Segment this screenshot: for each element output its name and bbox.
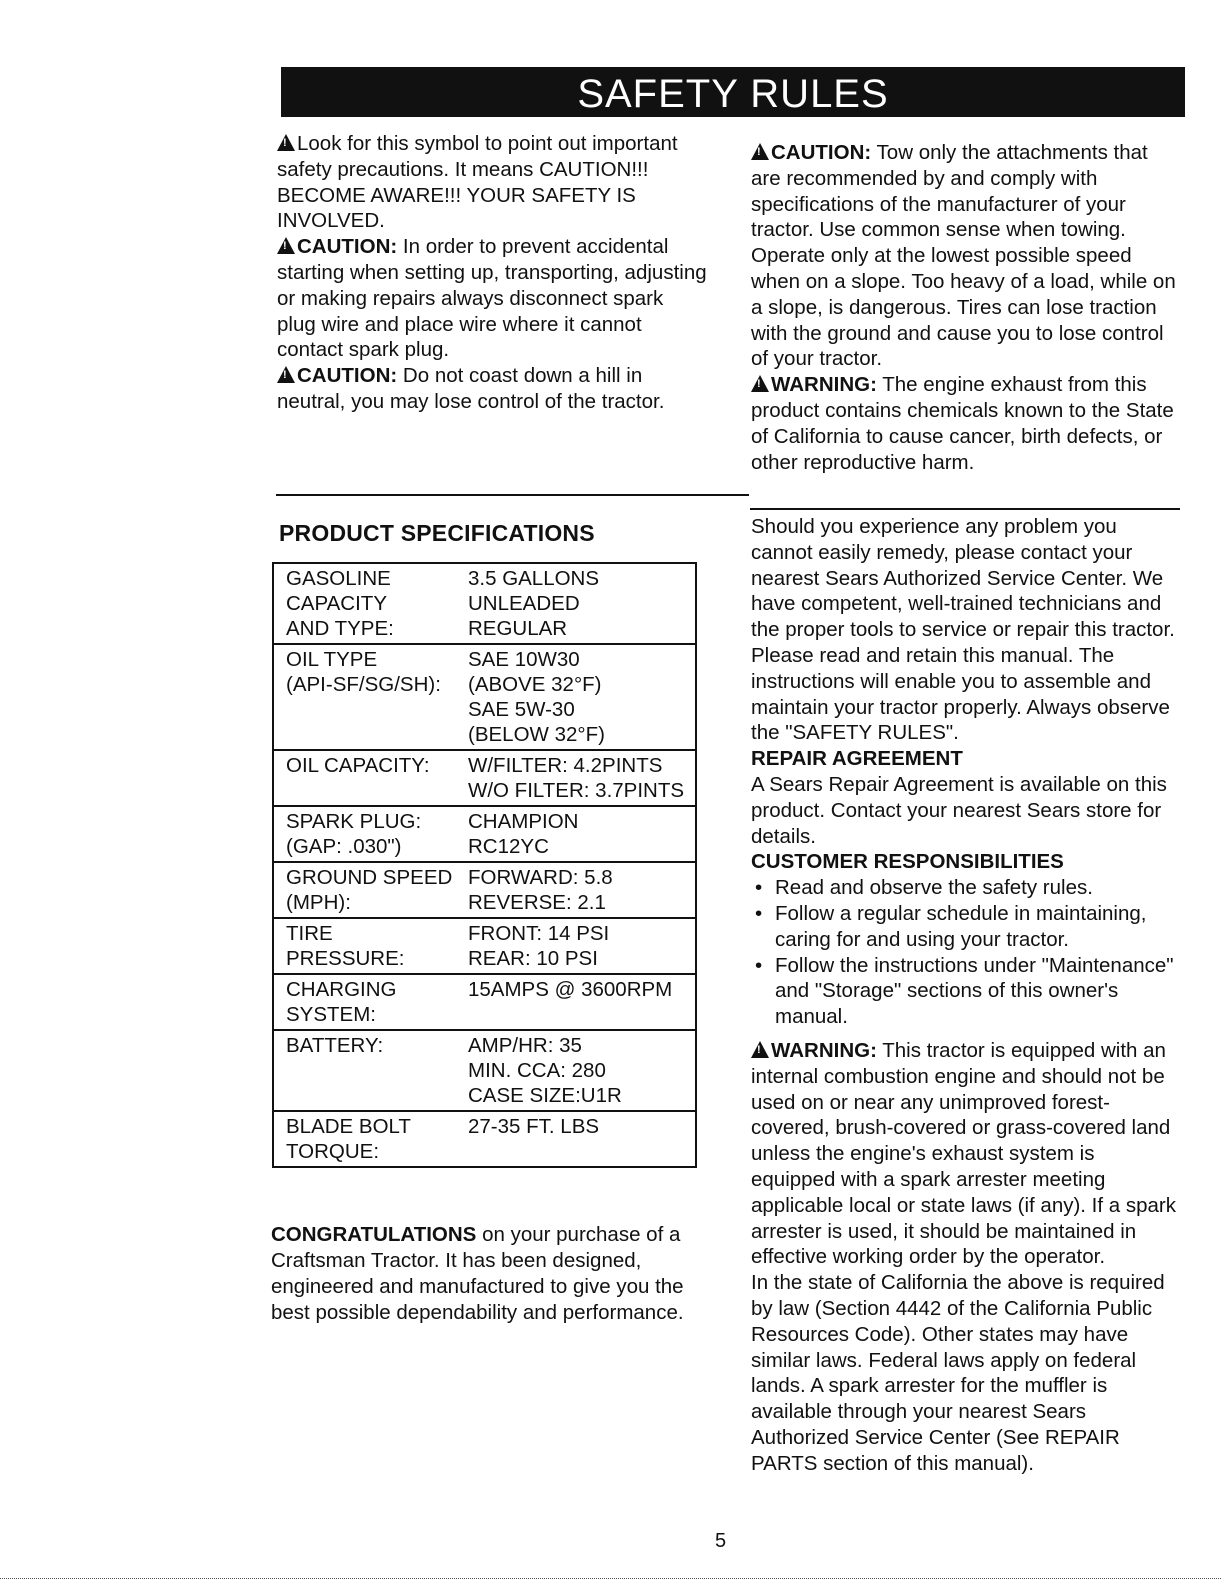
table-row [273,750,696,806]
product-specifications-table [272,562,697,1168]
service-paragraph: Should you experience any problem you cannot easily remedy, please contact your nearest Sears Authorized Service Center. We have competent, well-trained technicians and the proper tools to service or repair this tractor. [751,515,1175,642]
repair-agreement-heading: REPAIR AGREEMENT [751,747,963,771]
spec-label: BATTERY: [286,1034,384,1057]
table-row [273,644,696,750]
spec-value: W/FILTER: 4.2PINTS W/O FILTER: 3.7PINTS [468,754,685,802]
list-item: • Follow a regular schedule in maintaining, caring for and using your tractor. [775,901,1183,953]
spec-label: BLADE BOLT TORQUE: [286,1115,411,1163]
table-row [273,974,696,1030]
spec-label: GASOLINE CAPACITY AND TYPE: [286,567,394,640]
right-info-column [751,514,1183,1476]
list-item: • Follow the instructions under "Maintenance" and "Storage" sections of this owner's manual. [775,953,1183,1030]
warning-triangle-icon [277,134,295,151]
warning-triangle-icon [277,237,295,254]
repair-agreement-text: A Sears Repair Agreement is available on this product. Contact your nearest Sears store for details. [751,772,1167,848]
spec-label: CHARGING SYSTEM: [286,978,397,1026]
right-safety-column [751,140,1183,475]
warning-triangle-icon [751,375,769,392]
caution-coast: !CAUTION: Do not coast down a hill in neutral, you may lose control of the tractor. [277,363,707,415]
warning-triangle-icon [277,366,295,383]
spec-value: FORWARD: 5.8 REVERSE: 2.1 [468,866,613,914]
warning-spark-arrester: !WARNING: This tractor is equipped with an internal combustion engine and should not be used on or near any unimproved forest-covered, brush-covered or grass-covered land unless the engine's exhaust system is equipped with a spark arrester meeting applicable local or state laws (if any). If a spark arrester is used, it should be maintained in effective working order by the operator. [751,1038,1183,1270]
table-row [273,862,696,918]
table-row [273,563,696,644]
california-law-paragraph: In the state of California the above is required by law (Section 4442 of the California Public Resources Code). Other states may have similar laws. Federal laws apply on federal lands. A spark arrester for the muffler is available through your nearest Sears Authorized Service Center (See REPAIR PARTS section of this manual). [751,1271,1165,1475]
list-item: • Read and observe the safety rules. [775,875,1183,901]
spec-label: TIRE PRESSURE: [286,922,405,970]
spec-label: SPARK PLUG: (GAP: .030") [286,810,422,858]
customer-responsibilities-heading: CUSTOMER RESPONSIBILITIES [751,850,1064,874]
spec-label: GROUND SPEED (MPH): [286,866,453,914]
section-divider-left [276,494,749,496]
safety-rules-banner: SAFETY RULES [281,67,1185,117]
responsibilities-list [751,875,1183,1030]
page-bottom-rule [0,1578,1221,1579]
spec-value: SAE 10W30 (ABOVE 32°F) SAE 5W-30 (BELOW 32°F) [468,648,605,746]
symbol-intro: !Look for this symbol to point out important safety precautions. It means CAUTION!!! BECOME AWARE!!! YOUR SAFETY IS INVOLVED. [277,131,707,234]
spec-label: OIL TYPE (API-SF/SG/SH): [286,648,441,696]
spec-value: FRONT: 14 PSI REAR: 10 PSI [468,922,610,970]
left-safety-column [277,131,707,415]
spec-value: 27-35 FT. LBS [468,1115,600,1138]
table-row [273,1030,696,1111]
table-row [273,806,696,862]
spec-label: OIL CAPACITY: [286,754,430,777]
warning-exhaust: !WARNING: The engine exhaust from this product contains chemicals known to the State of California to cause cancer, birth defects, or other reproductive harm. [751,372,1183,475]
retain-manual-paragraph: Please read and retain this manual. The instructions will enable you to assemble and maintain your tractor properly. Always observe the "SAFETY RULES". [751,643,1170,745]
warning-triangle-icon [751,143,769,160]
spec-value: 15AMPS @ 3600RPM [468,978,673,1001]
warning-triangle-icon [751,1041,769,1058]
page-number: 5 [715,1530,727,1552]
spec-value: 3.5 GALLONS UNLEADED REGULAR [468,567,600,640]
section-divider-right [750,508,1180,510]
congratulations-paragraph: CONGRATULATIONS on your purchase of a Craftsman Tractor. It has been designed, engineered and manufactured to give you the best possible dependability and performance. [271,1223,684,1324]
table-row [273,1111,696,1167]
caution-disconnect: !CAUTION: In order to prevent accidental starting when setting up, transporting, adjusting or making repairs always disconnect spark plug wire and place wire where it cannot contact spark plug. [277,234,707,363]
caution-tow: !CAUTION: Tow only the attachments that are recommended by and comply with specifications of the manufacturer of your tractor. Use common sense when towing. Operate only at the lowest possible speed when on a slope. Too heavy of a load, while on a slope, is dangerous. Tires can lose traction with the ground and cause you to lose control of your tractor. [751,140,1183,372]
table-row [273,918,696,974]
product-specifications-title: PRODUCT SPECIFICATIONS [279,520,595,546]
spec-value: CHAMPION RC12YC [468,810,579,858]
spec-value: AMP/HR: 35 MIN. CCA: 280 CASE SIZE:U1R [468,1034,622,1107]
